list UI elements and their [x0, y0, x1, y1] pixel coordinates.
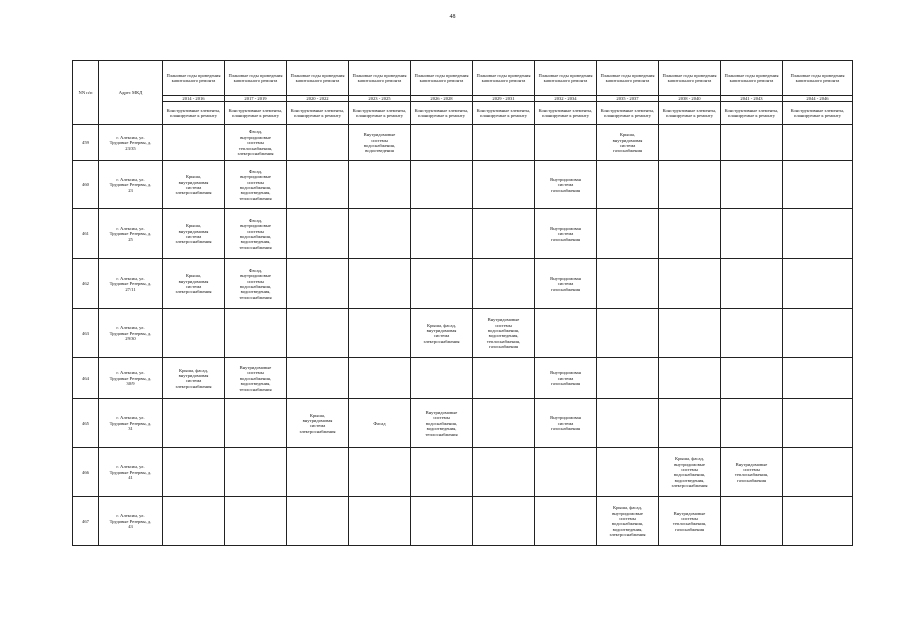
header-address: Адрес МКД: [99, 61, 163, 125]
table-row: [73, 259, 853, 309]
repair-cell: [473, 358, 535, 399]
repair-cell: [163, 209, 225, 259]
repair-cell-text: Внутридомовая система газоснабжения: [550, 415, 581, 432]
repair-cell: [659, 259, 721, 309]
header-period-title: Плановые годы проведения капитального ремонта: [349, 61, 411, 96]
repair-cell: [287, 259, 349, 309]
table-row: [73, 209, 853, 259]
repair-cell: [349, 399, 411, 448]
repair-cell: [349, 259, 411, 309]
repair-cell-text: Крыша, фасад, внутридомовая система электроснабжения: [175, 367, 212, 389]
header-elements: Конструктивные элементы, планируемые к ремонту: [411, 102, 473, 125]
table-row: [73, 125, 853, 161]
repair-cell: [349, 358, 411, 399]
repair-cell: [659, 161, 721, 209]
repair-cell: [473, 497, 535, 546]
repair-cell: [473, 161, 535, 209]
repair-cell: [659, 209, 721, 259]
repair-cell: [411, 399, 473, 448]
row-address: [99, 358, 163, 399]
repair-schedule-table: [72, 60, 853, 546]
header-period-title: Плановые годы проведения капитального ремонта: [535, 61, 597, 96]
repair-cell: [535, 309, 597, 358]
repair-cell: [783, 309, 853, 358]
repair-cell: [287, 309, 349, 358]
repair-cell: [721, 309, 783, 358]
header-elements: Конструктивные элементы, планируемые к ремонту: [473, 102, 535, 125]
repair-cell: [721, 358, 783, 399]
row-address: [99, 497, 163, 546]
header-year: 2017 - 2019: [225, 96, 287, 102]
table-row: [73, 358, 853, 399]
row-number: 461: [73, 209, 99, 259]
header-year: 2029 - 2031: [473, 96, 535, 102]
repair-cell-text: Внутридомовая система газоснабжения: [550, 370, 581, 387]
repair-cell: [597, 209, 659, 259]
repair-cell-text: Внутридомовая система газоснабжения: [550, 225, 581, 242]
repair-cell: [721, 125, 783, 161]
repair-cell-text: Внутридомовые системы водоснабжения, водоотведения, теплоснабжения: [239, 364, 272, 392]
repair-cell: [597, 448, 659, 497]
header-year: 2035 - 2037: [597, 96, 659, 102]
repair-cell: [659, 448, 721, 497]
repair-cell: [597, 497, 659, 546]
row-address: [99, 399, 163, 448]
repair-cell: [535, 358, 597, 399]
row-address-text: г. Алексин, ул. Трудовые Резервы, д. 25: [109, 225, 152, 242]
repair-cell: [535, 497, 597, 546]
repair-cell: [411, 309, 473, 358]
row-address-text: г. Алексин, ул. Трудовые Резервы, д. 31: [109, 415, 152, 432]
repair-cell: [473, 259, 535, 309]
repair-cell-text: Крыша, фасад, внутридомовые системы водоснабжения, водоотведения, электроснабжения: [671, 456, 708, 489]
row-address: [99, 161, 163, 209]
header-period-title: Плановые годы проведения капитального ремонта: [411, 61, 473, 96]
repair-cell: [287, 209, 349, 259]
table-row: [73, 309, 853, 358]
repair-cell: [163, 448, 225, 497]
header-year: 2044 - 2046: [783, 96, 853, 102]
row-address-text: г. Алексин, ул. Трудовые Резервы, д. 23: [109, 176, 152, 193]
repair-cell-text: Фасад, внутридомовые системы водоснабжения, водоотведения, теплоснабжения: [239, 217, 272, 250]
repair-cell: [597, 309, 659, 358]
repair-cell-text: Внутридомовая система газоснабжения: [550, 176, 581, 193]
row-number: 460: [73, 161, 99, 209]
repair-cell: [659, 358, 721, 399]
header-period-title: Плановые годы проведения капитального ремонта: [225, 61, 287, 96]
repair-cell: [535, 161, 597, 209]
repair-cell: [163, 309, 225, 358]
repair-cell: [349, 125, 411, 161]
repair-cell-text: Крыша, фасад, внутридомовые системы водоснабжения, водоотведения, электроснабжения: [609, 505, 646, 538]
repair-cell: [473, 309, 535, 358]
row-address: [99, 309, 163, 358]
repair-cell: [225, 448, 287, 497]
repair-cell: [163, 259, 225, 309]
header-year: 2041 - 2043: [721, 96, 783, 102]
repair-cell: [411, 209, 473, 259]
repair-cell-text: Фасад, внутридомовые системы водоснабжения, водоотведения, теплоснабжения: [239, 267, 272, 300]
repair-cell-text: Внутридомовые системы водоснабжения, водоотведения, теплоснабжения: [425, 409, 458, 437]
repair-cell: [597, 161, 659, 209]
repair-cell: [225, 259, 287, 309]
header-year: 2014 - 2016: [163, 96, 225, 102]
repair-cell-text: Крыша, фасад, внутридомовая система электроснабжения: [423, 322, 460, 344]
row-number: 467: [73, 497, 99, 546]
repair-cell: [597, 358, 659, 399]
repair-cell: [225, 399, 287, 448]
repair-cell-text: Фасад: [373, 420, 386, 426]
repair-cell: [473, 125, 535, 161]
repair-cell: [349, 209, 411, 259]
repair-cell: [411, 161, 473, 209]
repair-cell-text: Крыша, внутридомовая система электроснабжения: [175, 223, 212, 245]
header-year: 2026 - 2028: [411, 96, 473, 102]
header-elements: Конструктивные элементы, планируемые к ремонту: [597, 102, 659, 125]
header-elements: Конструктивные элементы, планируемые к ремонту: [783, 102, 853, 125]
repair-cell: [783, 209, 853, 259]
header-period-title: Плановые годы проведения капитального ремонта: [287, 61, 349, 96]
repair-cell: [411, 497, 473, 546]
repair-cell-text: Внутридомовая система газоснабжения: [550, 275, 581, 292]
table-row: [73, 448, 853, 497]
header-row-elements: [73, 102, 853, 125]
repair-cell: [287, 497, 349, 546]
repair-cell: [783, 497, 853, 546]
repair-cell: [287, 448, 349, 497]
repair-cell-text: Крыша, внутридомовая система газоснабжения: [612, 132, 643, 154]
repair-cell: [783, 448, 853, 497]
row-address: [99, 259, 163, 309]
row-address-text: г. Алексин, ул. Трудовые Резервы, д. 41: [109, 464, 152, 481]
repair-cell: [225, 497, 287, 546]
repair-cell: [597, 399, 659, 448]
repair-cell-text: Фасад, внутридомовые системы теплоснабжения, электроснабжения: [237, 129, 274, 157]
repair-cell: [411, 259, 473, 309]
header-period-title: Плановые годы проведения капитального ремонта: [721, 61, 783, 96]
repair-cell: [163, 497, 225, 546]
repair-cell: [473, 448, 535, 497]
repair-cell: [411, 448, 473, 497]
repair-cell: [473, 399, 535, 448]
header-row-periods: [73, 61, 853, 96]
repair-cell-text: Внутридомовые системы водоснабжения, водоотведения, теплоснабжения, газоснабжения: [486, 317, 521, 350]
header-period-title: Плановые годы проведения капитального ремонта: [783, 61, 853, 96]
repair-cell: [535, 399, 597, 448]
header-num: NN п/п: [73, 61, 99, 125]
repair-cell-text: Крыша, внутридомовая система электроснабжения: [175, 273, 212, 295]
repair-cell: [287, 358, 349, 399]
repair-cell: [473, 209, 535, 259]
repair-cell: [287, 399, 349, 448]
row-address-text: г. Алексин, ул. Трудовые Резервы, д. 30/9: [109, 370, 152, 387]
repair-cell: [163, 161, 225, 209]
header-elements: Конструктивные элементы, планируемые к ремонту: [225, 102, 287, 125]
header-elements: Конструктивные элементы, планируемые к ремонту: [535, 102, 597, 125]
repair-cell: [597, 125, 659, 161]
header-period-title: Плановые годы проведения капитального ремонта: [473, 61, 535, 96]
repair-cell-text: Внутридомовые системы теплоснабжения, газоснабжения: [672, 510, 707, 532]
header-period-title: Плановые годы проведения капитального ремонта: [163, 61, 225, 96]
row-number: 463: [73, 309, 99, 358]
repair-cell: [535, 448, 597, 497]
row-address: [99, 125, 163, 161]
repair-cell: [721, 259, 783, 309]
header-elements: Конструктивные элементы, планируемые к ремонту: [287, 102, 349, 125]
repair-cell: [163, 125, 225, 161]
repair-cell-text: Внутридомовые системы теплоснабжения, газоснабжения: [734, 461, 769, 483]
repair-cell: [225, 358, 287, 399]
repair-cell: [721, 399, 783, 448]
repair-cell: [721, 161, 783, 209]
header-year: 2032 - 2034: [535, 96, 597, 102]
repair-cell: [163, 358, 225, 399]
repair-cell-text: Крыша, внутридомовая система электроснабжения: [175, 174, 212, 196]
repair-cell: [225, 161, 287, 209]
repair-cell: [659, 309, 721, 358]
row-number: 464: [73, 358, 99, 399]
repair-cell: [225, 209, 287, 259]
repair-cell: [783, 259, 853, 309]
repair-cell: [225, 125, 287, 161]
row-number: 466: [73, 448, 99, 497]
table-row: [73, 497, 853, 546]
row-number: 465: [73, 399, 99, 448]
repair-cell: [535, 125, 597, 161]
row-address-text: г. Алексин, ул. Трудовые Резервы, д. 27/11: [109, 275, 152, 292]
table-body: [73, 125, 853, 546]
row-number: 459: [73, 125, 99, 161]
repair-cell: [597, 259, 659, 309]
repair-cell-text: Фасад, внутридомовые системы водоснабжения, водоотведения, теплоснабжения: [239, 168, 272, 201]
row-number: 462: [73, 259, 99, 309]
repair-cell: [783, 161, 853, 209]
repair-cell: [721, 497, 783, 546]
table-row: [73, 161, 853, 209]
repair-cell: [659, 399, 721, 448]
repair-cell: [163, 399, 225, 448]
repair-cell: [721, 448, 783, 497]
repair-cell: [411, 125, 473, 161]
header-period-title: Плановые годы проведения капитального ремонта: [659, 61, 721, 96]
row-address: [99, 448, 163, 497]
repair-cell-text: Крыша, внутридомовая система электроснабжения: [299, 412, 336, 434]
table-row: [73, 399, 853, 448]
repair-cell: [783, 125, 853, 161]
repair-cell: [783, 399, 853, 448]
repair-cell: [659, 125, 721, 161]
header-year: 2023 - 2025: [349, 96, 411, 102]
repair-cell: [659, 497, 721, 546]
row-address-text: г. Алексин, ул. Трудовые Резервы, д. 43: [109, 513, 152, 530]
repair-cell: [349, 161, 411, 209]
header-elements: Конструктивные элементы, планируемые к ремонту: [721, 102, 783, 125]
header-year: 2038 - 2040: [659, 96, 721, 102]
repair-cell: [721, 209, 783, 259]
repair-cell: [535, 209, 597, 259]
repair-cell: [349, 448, 411, 497]
repair-cell-text: Внутридомовые системы водоснабжения, водоотведения: [363, 132, 396, 154]
repair-cell: [287, 125, 349, 161]
repair-cell: [287, 161, 349, 209]
header-elements: Конструктивные элементы, планируемые к ремонту: [163, 102, 225, 125]
page-number: 48: [449, 14, 456, 20]
row-address-text: г. Алексин, ул. Трудовые Резервы, д. 23/35: [109, 134, 152, 151]
row-address-text: г. Алексин, ул. Трудовые Резервы, д. 29/30: [109, 325, 152, 342]
repair-cell: [535, 259, 597, 309]
header-period-title: Плановые годы проведения капитального ремонта: [597, 61, 659, 96]
repair-cell: [411, 358, 473, 399]
header-elements: Конструктивные элементы, планируемые к ремонту: [349, 102, 411, 125]
repair-cell: [349, 497, 411, 546]
repair-cell: [349, 309, 411, 358]
repair-cell: [225, 309, 287, 358]
repair-cell: [783, 358, 853, 399]
header-year: 2020 - 2022: [287, 96, 349, 102]
header-elements: Конструктивные элементы, планируемые к ремонту: [659, 102, 721, 125]
row-address: [99, 209, 163, 259]
